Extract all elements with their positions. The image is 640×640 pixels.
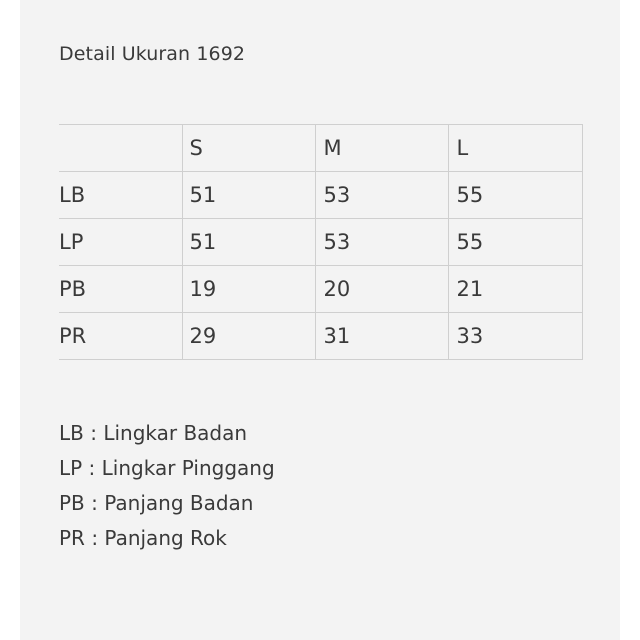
page-title: Detail Ukuran 1692	[59, 43, 246, 65]
legend-item-lp: LP : Lingkar Pinggang	[59, 456, 275, 480]
table-row	[59, 313, 582, 360]
legend-item-lb: LB : Lingkar Badan	[59, 421, 248, 445]
table-header-row	[59, 125, 582, 172]
row-label: PB	[59, 266, 182, 313]
size-table	[59, 124, 583, 360]
table-cell: 31	[315, 313, 448, 360]
header-cell-empty	[59, 125, 182, 172]
table-row	[59, 172, 582, 219]
table-row	[59, 219, 582, 266]
table-cell: 51	[182, 219, 315, 266]
header-cell-s: S	[182, 125, 315, 172]
table-cell: 51	[182, 172, 315, 219]
legend	[59, 416, 275, 556]
table-cell: 33	[448, 313, 582, 360]
row-label: PR	[59, 313, 182, 360]
legend-item-pr: PR : Panjang Rok	[59, 526, 227, 550]
table-cell: 20	[315, 266, 448, 313]
table-cell: 29	[182, 313, 315, 360]
header-cell-l: L	[448, 125, 582, 172]
row-label: LP	[59, 219, 182, 266]
size-detail-page	[20, 0, 620, 640]
table-cell: 21	[448, 266, 582, 313]
legend-item-pb: PB : Panjang Badan	[59, 491, 254, 515]
table-cell: 53	[315, 172, 448, 219]
table-cell: 55	[448, 172, 582, 219]
table-cell: 53	[315, 219, 448, 266]
header-cell-m: M	[315, 125, 448, 172]
row-label: LB	[59, 172, 182, 219]
table-row	[59, 266, 582, 313]
table-cell: 19	[182, 266, 315, 313]
table-cell: 55	[448, 219, 582, 266]
